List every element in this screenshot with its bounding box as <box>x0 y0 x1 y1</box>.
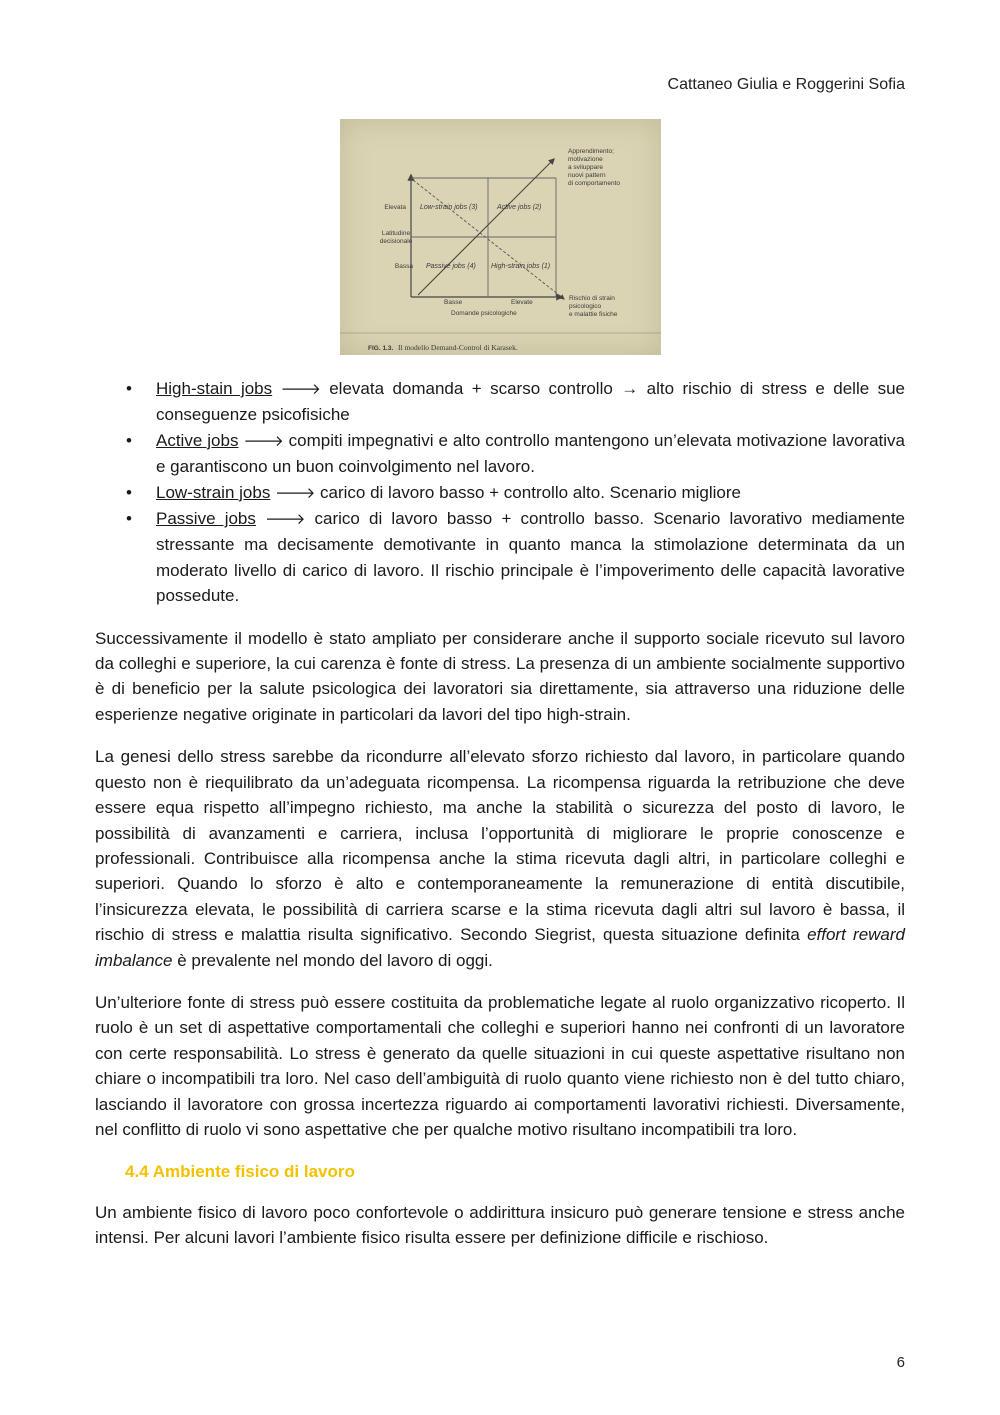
paragraph-social-support: Successivamente il modello è stato ampliato per considerare anche il supporto sociale ricevuto sul lavoro da colleghi e superiore, la cui carenza è fonte di stress. La presenza di un ambiente socialmente supportivo è di beneficio per la salute psicologica dei lavoratori sia direttamente, sia attraverso una riduzione delle esperienze negative originate in particolari da lavori del tipo high-strain. <box>95 628 905 724</box>
risk-label-3: e malattie fisiche <box>569 311 618 318</box>
demand-control-diagram <box>340 119 661 355</box>
bullet-text: compiti impegnativi e alto controllo mantengono un’elevata motivazione lavorativa e garantiscono un buon coinvolgimento nel lavoro. <box>156 430 905 477</box>
y-title-line2: decisionale <box>379 238 413 245</box>
page-body <box>95 376 905 1268</box>
list-item <box>95 376 905 428</box>
paragraph-physical-environment: Un ambiente fisico di lavoro poco confortevole o addirittura insicuro può generare tensione e stress anche intensi. Per alcuni lavori l’ambiente fisico risulta essere per definizione difficile e rischioso. <box>95 1202 905 1248</box>
italic-term: effort reward imbalance <box>95 925 905 970</box>
quadrant-passive: Passive jobs (4) <box>426 263 476 270</box>
arrow-icon: 🡒 <box>275 483 316 502</box>
quadrant-active: Active jobs (2) <box>497 204 542 211</box>
bullet-text: elevata domanda + scarso controllo → alto rischio di stress e delle sue conseguenze psicofisiche <box>156 379 905 425</box>
list-item <box>95 480 905 506</box>
paragraph-role: Un’ulteriore fonte di stress può essere costituita da problematiche legate al ruolo organizzativo ricoperto. Il ruolo è un set di aspettative comportamentali che colleghi e superiori hanno nei confronti di un lavoratore con certe responsabilità. Lo stress è generato da quelle situazioni in cui queste aspettative risultano non chiare o incompatibili tra loro. Nel caso dell’ambiguità di ruolo quanto viene richiesto non è del tutto chiaro, lasciando il lavoratore con grossa incertezza riguardo ai comportamenti lavorativi richiesti. Diversamente, nel conflitto di ruolo vi sono aspettative che per qualche motivo risultano incompatibili tra loro. <box>95 992 905 1139</box>
quadrant-high-strain: High-strain jobs (1) <box>491 263 551 270</box>
y-high-label: Elevata <box>384 204 406 211</box>
arrow-icon: 🡒 <box>280 380 321 398</box>
x-low-label: Basse <box>444 299 463 306</box>
quadrant-low-strain: Low-strain jobs (3) <box>420 204 478 211</box>
strain-diagonal <box>413 180 564 299</box>
karasek-model-figure <box>340 119 661 355</box>
running-header: Cattaneo Giulia e Roggerini Sofia <box>667 76 905 93</box>
learning-label-3: a sviluppare <box>568 164 604 171</box>
learning-label-4: nuovi pattern <box>568 172 606 179</box>
section-heading: 4.4 Ambiente fisico di lavoro <box>125 1162 355 1182</box>
paragraph-text: è prevalente nel mondo del lavoro di oggi. <box>172 950 493 970</box>
bullet-term: High-stain jobs <box>156 379 273 398</box>
paragraph-effort-reward <box>95 744 905 973</box>
arrow-icon: 🡒 <box>243 431 284 450</box>
bullet-term: Passive jobs <box>156 509 256 529</box>
learning-label-5: di comportamento <box>568 180 621 187</box>
paragraph-text: La genesi dello stress sarebbe da ricondurre all’elevato sforzo richiesto dal lavoro, in particolare quando questo non è riequilibrato da un’adeguata ricompensa. La ricompensa riguarda la retribuzione che deve essere equa rispetto all’impegno richiesto, ma anche la stabilità o sicurezza del posto di lavoro, le possibilità di avanzamenti e carriera, inclusa l’opportunità di migliorare le proprie conoscenze e professionali. Contribuisce alla ricompensa anche la stima ricevuta dagli altri, in particolare colleghi e superiori. Quando lo sforzo è alto e contemporaneamente la remunerazione di entità discutibile, l’insicurezza elevata, le possibilità di carriera scarse e la stima ricevuta dagli altri sul lavoro è bassa, il rischio di stress e malattia risulta significativo. Secondo Siegrist, questa situazione definita <box>95 747 905 945</box>
arrow-icon: 🡒 <box>265 510 306 529</box>
caption-number: FIG. 1.3. <box>368 345 394 352</box>
bullet-text: carico di lavoro basso + controllo alto. Scenario migliore <box>315 482 741 502</box>
y-low-label: Bassa <box>394 263 413 270</box>
bullet-term: Active jobs <box>156 430 239 450</box>
page-number: 6 <box>896 1354 905 1371</box>
bullet-term: Low-strain jobs <box>156 482 271 502</box>
bullet-text: carico di lavoro basso + controllo basso. Scenario lavorativo mediamente stressante ma decisamente demotivante in quanto manca la stimolazione determinata da un moderato livello di carico di lavoro. Il rischio principale è l’impoverimento delle capacità lavorative possedute. <box>156 509 905 606</box>
learning-label-2: motivazione <box>568 156 603 163</box>
y-title-line1: Latitudine <box>381 230 411 237</box>
caption-text: Il modello Demand-Control di Karasek. <box>398 343 518 352</box>
x-high-label: Elevate <box>511 299 533 306</box>
risk-label-2: psicologico <box>569 303 602 310</box>
list-item <box>95 506 905 609</box>
risk-label-1: Rischio di strain <box>569 295 615 302</box>
learning-diagonal <box>418 159 554 295</box>
x-title: Domande psicologiche <box>451 310 517 317</box>
learning-label-1: Apprendimento; <box>568 148 614 155</box>
job-types-list <box>95 376 905 609</box>
list-item <box>95 428 905 480</box>
